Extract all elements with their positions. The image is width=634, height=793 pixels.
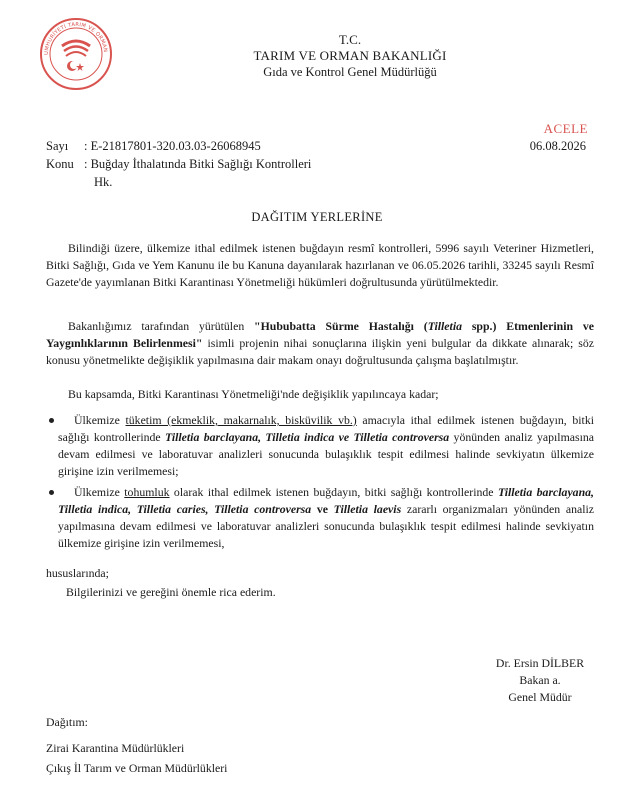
signer-title-2: Genel Müdür [508, 690, 572, 704]
bullet-dot-icon [49, 418, 54, 423]
b1-species: Tilletia barclayana, Tilletia indica ve Tilletia controversa [165, 430, 450, 444]
b1-e: yönünden analiz yapılmasına devam edilmesi ve laboratuvar analizleri sonucunda bulaşıklık tespit edilmesi halinde sevkiyatın ülkemize girişine izin verilmemesi; [58, 430, 594, 478]
body-paragraph-2 [46, 318, 594, 369]
b2-a: Ülkemize [74, 485, 125, 499]
bullet-item-1 [58, 412, 594, 480]
bullet-item-2 [58, 484, 594, 552]
b2-species: Tilletia barclayana, Tilletia indica, Tilletia caries, Tilletia controversa [58, 485, 594, 516]
closing-line-2: Bilgilerinizi ve gereğini önemle rica ederim. [66, 585, 276, 599]
p2-tilletia: Tilletia [427, 319, 462, 333]
distribution-item: Çıkış İl Tarım ve Orman Müdürlükleri [46, 761, 228, 775]
p2-part-a: Bakanlığımız tarafından yürütülen [68, 319, 255, 333]
signature-block [470, 655, 610, 706]
paragraph-3-text: Bu kapsamda, Bitki Karantinası Yönetmeliği'nde değişiklik yapılıncaya kadar; [68, 387, 439, 401]
distribution-label: Dağıtım: [46, 715, 88, 729]
paragraph-1-text: Bilindiği üzere, ülkemize ithal edilmek istenen buğdayın resmî kontrolleri, 5996 sayılı Veteriner Hizmetleri, Bitki Sağlığı, Gıda ve Yem Kanunu ile bu Kanuna dayanılarak hazırlanan ve 06.05.2026 tarihli, 33245 sayılı Resmî Gazete'de yayımlanan Bitki Karantinası Yönetmeliği hükümleri doğrultusunda yürütülmektedir. [46, 241, 594, 289]
header-tc: T.C. [338, 32, 362, 47]
b2-seed: tohumluk [124, 485, 170, 499]
paragraph-2-text [46, 318, 594, 369]
signer-title-1: Bakan a. [519, 673, 561, 687]
closing-line-1: hususlarında; [46, 566, 109, 580]
sayi-label: Sayı [46, 139, 69, 153]
urgent-stamp: ACELE [543, 121, 588, 136]
body-paragraph-3 [46, 386, 594, 403]
bullet-1-text [58, 412, 594, 480]
svg-text:TÜRKİYE CUMHURİYETİ TARIM VE O: UMHURİYETİ TARIM VE ORMAN [43, 21, 108, 56]
header-directorate: Gıda ve Kontrol Genel Müdürlüğü [263, 65, 437, 79]
bullet-2-text [58, 484, 594, 552]
b2-c: olarak ithal edilmek istenen buğdayın, bitki sağlığı kontrollerinde [169, 485, 498, 499]
document-date: 06.08.2026 [529, 139, 586, 153]
ministry-seal-logo [38, 16, 114, 92]
recipient-heading: DAĞITIM YERLERİNE [251, 210, 383, 224]
b1-a: Ülkemize [74, 413, 126, 427]
distribution-item: Zirai Karantina Müdürlükleri [46, 741, 185, 755]
b2-g: zararlı organizmaları yönünden analiz yapılmasına devam edilmesi ve laboratuvar analizleri sonucunda bulaşıklık tespit edilmesi halinde sevkiyatın ülkemize girişine izin verilmemesi, [58, 502, 594, 550]
distribution-block [46, 712, 227, 778]
sayi-value: : E-21817801-320.03.03-26068945 [84, 139, 261, 153]
header-ministry: TARIM VE ORMAN BAKANLIĞI [253, 48, 447, 63]
b1-consumption: tüketim (ekmeklik, makarnalık, bisküvilik vb.) [125, 413, 357, 427]
p2-part-e: isimli projenin nihai sonuçlarına ilişkin yeni bulgular da dikkate alınarak; söz konusu yönetmelikte değişiklik yapılmasına dair makam onayı doğrultusunda çalışma başlatılmıştır. [46, 336, 594, 367]
konu-value: : Buğday İthalatında Bitki Sağlığı Kontrolleri [84, 157, 312, 171]
konu-label: Konu [46, 157, 74, 171]
signer-name: Dr. Ersin DİLBER [495, 656, 585, 670]
p2-project-b: spp.) Etmenlerinin ve Yaygınlıklarının Belirlenmesi" [46, 319, 595, 350]
bullet-dot-icon [49, 490, 54, 495]
b1-c: amacıyla ithal edilmek istenen buğdayın, bitki sağlığı kontrollerinde [58, 413, 595, 444]
b2-laevis: Tilletia laevis [333, 502, 402, 516]
b2-and: ve [311, 502, 334, 516]
body-paragraph-1 [46, 240, 594, 291]
p2-project-a: "Hububatta Sürme Hastalığı ( [254, 319, 428, 333]
konu-hk: Hk. [94, 175, 113, 189]
